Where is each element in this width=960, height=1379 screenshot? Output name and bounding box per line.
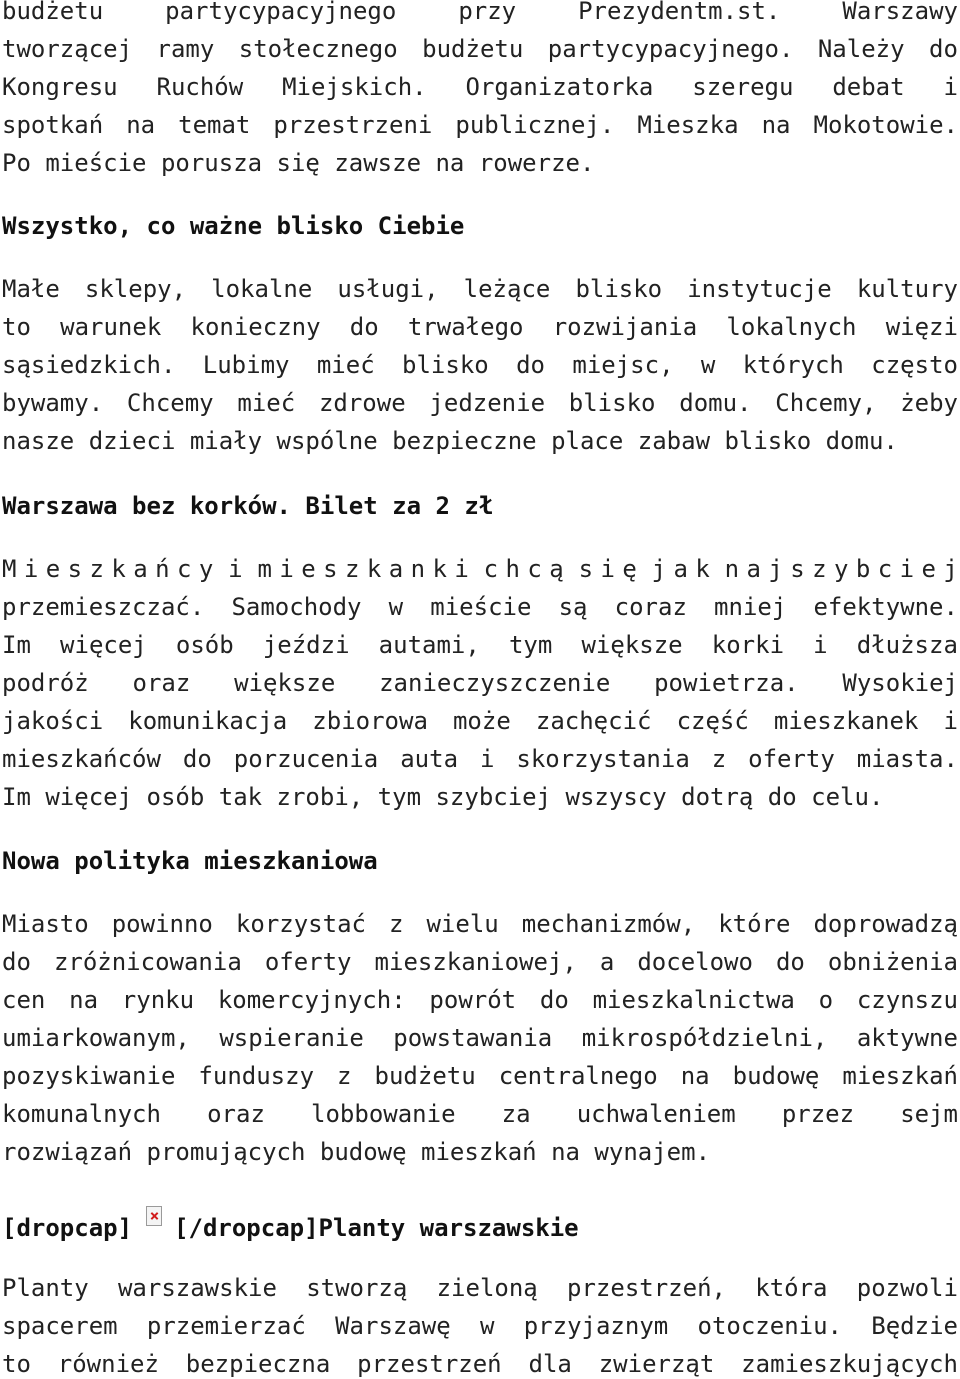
section-heading: Wszystko, co ważne blisko Ciebie	[2, 212, 465, 240]
paragraph-line	[2, 588, 958, 626]
word: a	[599, 948, 615, 976]
word: mikrospółdzielni,	[581, 1024, 828, 1052]
word: blisko	[568, 389, 656, 417]
word: z	[337, 1062, 352, 1090]
word: zanieczyszczenie	[379, 669, 611, 697]
word: osób	[175, 631, 234, 659]
section-heading: [/dropcap]Planty warszawskie	[174, 1214, 579, 1242]
word: z	[389, 910, 404, 938]
word: publicznej.	[455, 111, 615, 139]
section-heading: Nowa polityka mieszkaniowa	[2, 847, 378, 875]
word: aktywne	[856, 1024, 958, 1052]
paragraph-line	[2, 740, 958, 778]
word: mechanizmów,	[521, 910, 696, 938]
letter: a	[673, 555, 688, 583]
intro-line-1	[2, 0, 958, 30]
word: mieszkanek	[773, 707, 919, 735]
letter: k	[695, 555, 710, 583]
word: tworzącej	[2, 35, 133, 63]
word: mieć	[237, 389, 296, 417]
word: warszawskie	[117, 1274, 277, 1302]
word: cen	[2, 986, 46, 1014]
letter: e	[301, 555, 316, 583]
word: do	[929, 35, 958, 63]
word: wielu	[426, 910, 499, 938]
letter: i	[600, 555, 615, 583]
word: partycypacyjnego.	[547, 35, 794, 63]
word: dla	[528, 1350, 572, 1378]
word: miejsc,	[572, 351, 674, 379]
word: przyjaznym	[523, 1312, 669, 1340]
paragraph-line: rozwiązań promujących budowę mieszkań na wynajem.	[2, 1138, 711, 1166]
letter: a	[133, 555, 148, 583]
word: więcej	[60, 631, 147, 659]
word: lokalne	[211, 275, 313, 303]
word: rynku	[121, 986, 195, 1014]
letter: y	[198, 555, 214, 583]
word: z	[711, 745, 727, 773]
paragraph-line	[2, 270, 958, 308]
letter: b	[855, 555, 871, 583]
letter: j	[943, 555, 958, 583]
paragraph-line	[2, 626, 958, 664]
word: również	[57, 1350, 159, 1378]
paragraph-line	[2, 981, 958, 1019]
word: zieloną	[436, 1274, 538, 1302]
word: pozyskiwanie	[2, 1062, 176, 1090]
word: komunalnych	[2, 1100, 161, 1128]
word: zdrowe	[318, 389, 406, 417]
paragraph-line	[2, 664, 958, 702]
letter: s	[67, 555, 83, 583]
word: domu.	[679, 389, 752, 417]
paragraph-line-letterspaced	[2, 550, 958, 588]
paragraph-line	[2, 905, 958, 943]
letter: z	[89, 555, 104, 583]
word: warunek	[60, 313, 162, 341]
word: więzi	[885, 313, 958, 341]
letter: i	[228, 555, 243, 583]
word: mieszkań	[842, 1062, 958, 1090]
word: bywamy.	[2, 389, 104, 417]
letter: h	[505, 555, 520, 583]
letter: i	[23, 555, 39, 583]
word: przemieszczać.	[2, 593, 205, 621]
word: na	[680, 1062, 710, 1090]
word: docelowo	[637, 948, 753, 976]
paragraph-line	[2, 1019, 958, 1057]
word: stworzą	[306, 1274, 408, 1302]
word: pozwoli	[856, 1274, 958, 1302]
word: Małe	[2, 275, 60, 303]
word: spotkań	[2, 111, 104, 139]
letter: j	[651, 555, 667, 583]
letter: z	[812, 555, 827, 583]
paragraph-line	[2, 308, 958, 346]
letter: c	[483, 555, 499, 583]
letter: e	[45, 555, 61, 583]
letter: M	[2, 555, 17, 583]
word: spacerem	[2, 1312, 118, 1340]
letter: c	[877, 555, 893, 583]
word: Miasto	[2, 910, 89, 938]
word: powietrza.	[654, 669, 799, 697]
word: przestrzeni	[273, 111, 433, 139]
letter: i	[279, 555, 294, 583]
word: zbiorowa	[312, 707, 428, 735]
word: zachęcić	[535, 707, 652, 735]
word: na	[126, 111, 156, 139]
word: których	[742, 351, 844, 379]
word: w	[388, 593, 404, 621]
word: umiarkowanym,	[2, 1024, 190, 1052]
word: i	[943, 707, 958, 735]
paragraph-line	[2, 1057, 958, 1095]
letter: z	[344, 555, 360, 583]
word: Organizatorka	[465, 73, 654, 101]
word: mieszkańców	[2, 745, 161, 773]
word: jedzenie	[429, 389, 546, 417]
word: i	[813, 631, 828, 659]
word: podróż	[2, 669, 89, 697]
letter: e	[921, 555, 936, 583]
word: większe	[234, 669, 336, 697]
word: korki	[711, 631, 785, 659]
paragraph-line: nasze dzieci miały wspólne bezpieczne place zabaw blisko domu.	[2, 427, 898, 455]
word: która	[755, 1274, 828, 1302]
word: na	[69, 986, 99, 1014]
dropcap-open-tag: [dropcap]	[2, 1214, 133, 1242]
word: Wysokiej	[842, 669, 958, 697]
word: Kongresu	[2, 73, 118, 101]
word: część	[676, 707, 749, 735]
word: na	[761, 111, 791, 139]
word: powstawania	[393, 1024, 553, 1052]
paragraph-line	[2, 1269, 958, 1307]
word: konieczny	[190, 313, 321, 341]
intro-line-3	[2, 68, 958, 106]
word: Warszawy	[842, 0, 958, 25]
word: Ruchów	[156, 73, 244, 101]
word: przy	[458, 0, 517, 25]
word: mieście	[430, 593, 532, 621]
word: doprowadzą	[813, 910, 958, 938]
letter: ą	[549, 555, 564, 583]
word: autami,	[378, 631, 480, 659]
word: to	[2, 313, 31, 341]
letter: ń	[155, 555, 170, 583]
letter: k	[432, 555, 447, 583]
word: mieć	[316, 351, 375, 379]
word: komunikacja	[128, 707, 288, 735]
word: Mokotowie.	[813, 111, 958, 139]
word: oferty	[748, 745, 835, 773]
word: Planty	[2, 1274, 89, 1302]
word: Mieszka	[637, 111, 739, 139]
letter: c	[177, 555, 192, 583]
word: sejm	[900, 1100, 958, 1128]
word: o	[818, 986, 834, 1014]
word: wspieranie	[219, 1024, 364, 1052]
broken-image-icon	[146, 1206, 162, 1226]
word: Lubimy	[202, 351, 290, 379]
letter: i	[454, 555, 469, 583]
word: do	[349, 313, 379, 341]
letter: a	[388, 555, 404, 583]
intro-line-5: Po mieście porusza się zawsze na rowerze.	[2, 149, 595, 177]
word: budżetu	[422, 35, 524, 63]
word: zróżnicowania	[53, 948, 242, 976]
word: ramy	[156, 35, 215, 63]
word: uchwaleniem	[576, 1100, 736, 1128]
word: partycypacyjnego	[165, 0, 397, 25]
word: do	[775, 948, 805, 976]
word: lokalnych	[726, 313, 857, 341]
word: szeregu	[692, 73, 794, 101]
word: otoczeniu.	[697, 1312, 842, 1340]
word: większe	[581, 631, 683, 659]
word: sąsiedzkich.	[2, 351, 176, 379]
word: w	[479, 1312, 495, 1340]
word: funduszy	[198, 1062, 315, 1090]
letter: c	[527, 555, 542, 583]
letter: ę	[622, 555, 637, 583]
word: Chcemy	[126, 389, 214, 417]
letter: n	[724, 555, 740, 583]
word: Samochody	[231, 593, 362, 621]
word: komercyjnych:	[217, 986, 406, 1014]
word: oraz	[132, 669, 191, 697]
paragraph-line	[2, 702, 958, 740]
word: skorzystania	[516, 745, 690, 773]
word: mieszkalnictwa	[592, 986, 795, 1014]
word: Chcemy,	[775, 389, 877, 417]
word: bezpieczna	[185, 1350, 331, 1378]
paragraph-line	[2, 346, 958, 384]
word: lobbowanie	[311, 1100, 456, 1128]
paragraph-line	[2, 1095, 958, 1133]
letter: k	[111, 555, 126, 583]
word: i	[479, 745, 495, 773]
word: do	[182, 745, 212, 773]
word: Należy	[817, 35, 905, 63]
word: w	[700, 351, 716, 379]
word: Miejskich.	[282, 73, 427, 101]
word: są	[558, 593, 588, 621]
word: może	[452, 707, 511, 735]
word: miasta.	[856, 745, 958, 773]
word: Warszawę	[335, 1312, 451, 1340]
letter: s	[578, 555, 594, 583]
paragraph-line	[2, 1345, 958, 1379]
word: trwałego	[407, 313, 524, 341]
word: blisko	[575, 275, 663, 303]
word: coraz	[614, 593, 687, 621]
word: do	[539, 986, 569, 1014]
word: które	[718, 910, 791, 938]
word: Będzie	[871, 1312, 958, 1340]
word: dłuższa	[856, 631, 958, 659]
paragraph-line: Im więcej osób tak zrobi, tym szybciej wszyscy dotrą do celu.	[2, 783, 884, 811]
word: powinno	[111, 910, 213, 938]
word: zwierząt	[598, 1350, 715, 1378]
word: budżetu	[2, 0, 104, 25]
word: centralnego	[498, 1062, 658, 1090]
letter: j	[768, 555, 783, 583]
letter: m	[257, 555, 272, 583]
word: sklepy,	[84, 275, 187, 303]
word: za	[501, 1100, 531, 1128]
intro-line-2	[2, 30, 958, 68]
paragraph-line	[2, 1307, 958, 1345]
word: żeby	[900, 389, 958, 417]
word: przestrzeń	[357, 1350, 502, 1378]
word: kultury	[856, 275, 958, 303]
word: rozwijania	[552, 313, 698, 341]
word: obniżenia	[827, 948, 958, 976]
word: jeździ	[262, 631, 350, 659]
word: temat	[178, 111, 251, 139]
word: przez	[781, 1100, 855, 1128]
word: instytucje	[687, 275, 832, 303]
word: usługi,	[337, 275, 439, 303]
word: budżetu	[374, 1062, 476, 1090]
word: stołecznego	[238, 35, 398, 63]
word: mniej	[714, 593, 787, 621]
word: mieszkaniowej,	[374, 948, 577, 976]
intro-line-4	[2, 106, 958, 144]
word: oferty	[264, 948, 352, 976]
word: debat	[832, 73, 905, 101]
word: Prezydentm.st.	[578, 0, 781, 25]
word: blisko	[402, 351, 489, 379]
dropcap-heading	[2, 1206, 958, 1244]
letter: i	[899, 555, 915, 583]
paragraph-line	[2, 943, 958, 981]
letter: s	[790, 555, 805, 583]
word: czynszu	[856, 986, 958, 1014]
word: powrót	[429, 986, 517, 1014]
word: to	[2, 1350, 31, 1378]
word: oraz	[207, 1100, 265, 1128]
letter: k	[366, 555, 382, 583]
word: budowę	[732, 1062, 820, 1090]
word: i	[943, 73, 958, 101]
word: tym	[508, 631, 553, 659]
word: często	[871, 351, 958, 379]
letter: s	[323, 555, 338, 583]
word: przemierzać	[146, 1312, 306, 1340]
word: przestrzeń,	[567, 1274, 726, 1302]
section-heading: Warszawa bez korków. Bilet za 2 zł	[2, 492, 494, 520]
word: porzucenia	[233, 745, 379, 773]
word: jakości	[2, 707, 104, 735]
letter: n	[410, 555, 426, 583]
word: korzystać	[235, 910, 366, 938]
letter: a	[746, 555, 761, 583]
letter: y	[834, 555, 849, 583]
word: efektywne.	[813, 593, 958, 621]
word: do	[516, 351, 545, 379]
word: Im	[2, 631, 31, 659]
word: leżące	[463, 275, 551, 303]
word: zamieszkujących	[741, 1350, 958, 1378]
word: do	[2, 948, 31, 976]
word: auta	[400, 745, 459, 773]
paragraph-line	[2, 384, 958, 422]
